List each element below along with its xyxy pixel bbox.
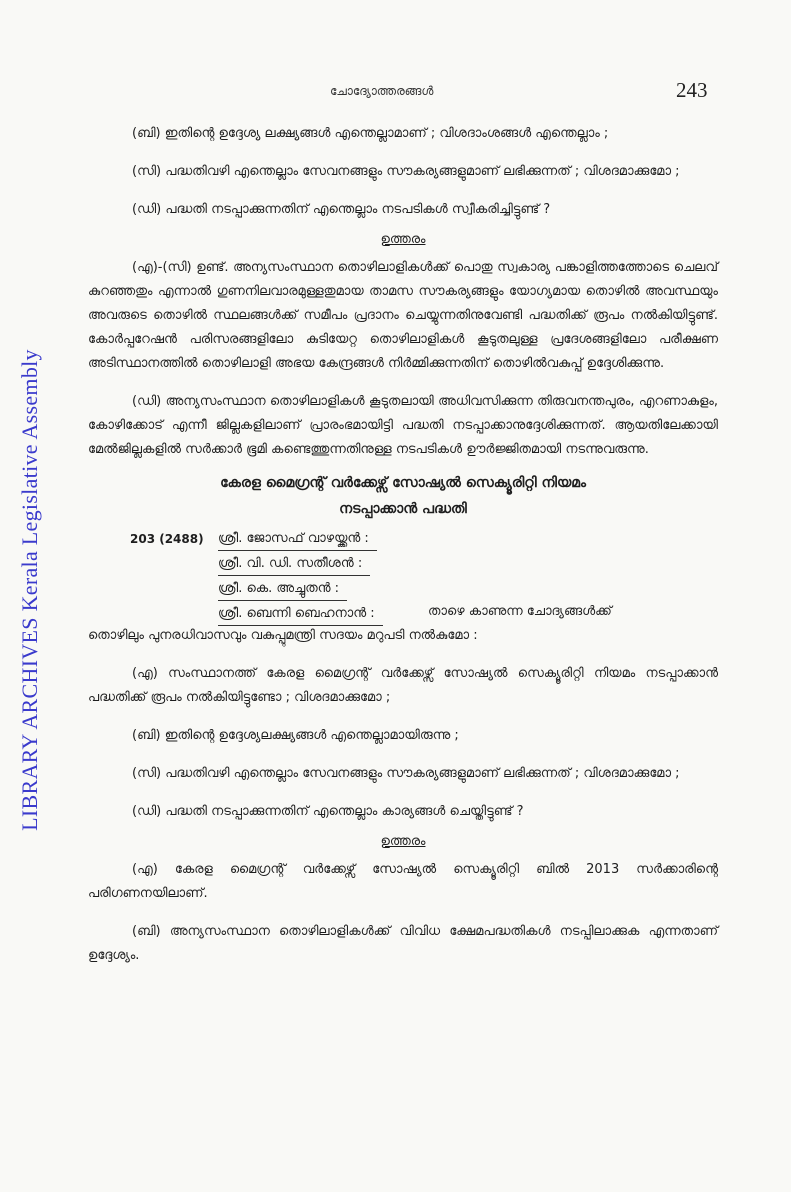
question-title [88, 470, 718, 522]
prev-answer-d: (ഡി) അന്യസംസ്ഥാന തൊഴിലാളികൾ കൂടുതലായി അധിവസിക്കുന്ന തിരുവനന്തപുരം, എറണാകുളം, കോഴിക്കോട് എന്നീ ജില്ലകളിലാണ് പ്രാരംഭമായിട്ടി പദ്ധതി നടപ്പാക്കാനുദ്ദേശിക്കുന്നത്. ആയതിലേക്കായി മേൽജില്ലകളിൽ സർക്കാർ ഭൂമി കണ്ടെത്തുന്നതിനുള്ള നടപടികൾ ഊർജ്ജിതമായി നടന്നുവരുന്നു. [88, 394, 718, 457]
answer-heading: ഉത്തരം [380, 834, 426, 849]
mla-name: ശ്രീ. ബെന്നി ബെഹനാൻ : [218, 603, 383, 626]
question-a: (എ) സംസ്ഥാനത്ത് കേരള മൈഗ്രന്റ് വർക്കേഴ്സ് സോഷ്യൽ സെക്യൂരിറ്റി നിയമം നടപ്പാക്കാൻ പദ്ധതിക്ക് രൂപം നൽകിയിട്ടുണ്ടോ ; വിശദമാക്കുമോ ; [88, 666, 718, 705]
answer-b: (ബി) അന്യസംസ്ഥാന തൊഴിലാളികൾക്ക് വിവിധ ക്ഷേമപദ്ധതികൾ നടപ്പിലാക്കുക എന്നതാണ് ഉദ്ദേശ്യം. [88, 924, 718, 963]
prev-question-c: (സി) പദ്ധതിവഴി എന്തെല്ലാം സേവനങ്ങളും സൗകര്യങ്ങളുമാണ് ലഭിക്കുന്നത് ; വിശദമാക്കുമോ ; [132, 164, 680, 179]
archive-stamp [0, 300, 60, 880]
question-b: (ബി) ഇതിന്റെ ഉദ്ദേശ്യലക്ഷ്യങ്ങൾ എന്തെല്ലാമായിരുന്നു ; [132, 728, 459, 743]
question-number: 203 (2488) [130, 532, 204, 546]
prev-answer-heading: ഉത്തരം [380, 232, 426, 247]
question-title-line2: നടപ്പാക്കാൻ പദ്ധതി [339, 501, 467, 517]
question-header [88, 528, 718, 624]
page-header [0, 78, 791, 114]
page-content [88, 122, 718, 968]
question-intro: താഴെ കാണുന്ന ചോദ്യങ്ങൾക്ക് [428, 604, 612, 619]
question-c: (സി) പദ്ധതിവഴി എന്തെല്ലാം സേവനങ്ങളും സൗകര്യങ്ങളുമാണ് ലഭിക്കുന്നത് ; വിശദമാക്കുമോ ; [132, 766, 680, 781]
prev-question-d: (ഡി) പദ്ധതി നടപ്പാക്കുന്നതിന് എന്തെല്ലാം നടപടികൾ സ്വീകരിച്ചിട്ടുണ്ട് ? [132, 202, 551, 217]
mla-list [218, 528, 383, 628]
page-number: 243 [676, 78, 708, 102]
archive-stamp-text: LIBRARY ARCHIVES Kerala Legislative Assembly [17, 349, 42, 831]
answer-a: (എ) കേരള മൈഗ്രന്റ് വർക്കേഴ്സ് സോഷ്യൽ സെക്യൂരിറ്റി ബിൽ 2013 സർക്കാരിന്റെ പരിഗണനയിലാണ്. [88, 862, 718, 901]
question-title-line1: കേരള മൈഗ്രന്റ് വർക്കേഴ്സ് സോഷ്യൽ സെക്യൂരിറ്റി നിയമം [220, 475, 586, 491]
mla-name: ശ്രീ. ജോസഫ് വാഴയ്ക്കൻ : [218, 528, 377, 551]
question-intro-continued: തൊഴിലും പുനരധിവാസവും വകുപ്പുമന്ത്രി സദയം മറുപടി നൽകുമോ : [88, 628, 478, 643]
question-d: (ഡി) പദ്ധതി നടപ്പാക്കുന്നതിന് എന്തെല്ലാം കാര്യങ്ങൾ ചെയ്തിട്ടുണ്ട് ? [132, 804, 524, 819]
prev-question-b: (ബി) ഇതിന്റെ ഉദ്ദേശ്യ ലക്ഷ്യങ്ങൾ എന്തെല്ലാമാണ് ; വിശദാംശങ്ങൾ എന്തെല്ലാം ; [132, 126, 609, 141]
prev-answer-a-c: (എ)-(സി) ഉണ്ട്. അന്യസംസ്ഥാന തൊഴിലാളികൾക്ക് പൊതു സ്വകാര്യ പങ്കാളിത്തത്തോടെ ചെലവ് കുറഞ്ഞതും എന്നാൽ ഗുണനിലവാരമുള്ളതുമായ താമസ സൗകര്യങ്ങളും യോഗ്യമായ തൊഴിൽ അവസ്ഥയും അവരുടെ തൊഴിൽ സ്ഥലങ്ങൾക്ക് സമീപം പ്രദാനം ചെയ്യുന്നതിനുവേണ്ടി പദ്ധതിക്ക് രൂപം നൽകിയിട്ടുണ്ട്. കോർപ്പറേഷൻ പരിസരങ്ങളിലോ കുടിയേറ്റ തൊഴിലാളികൾ കൂടുതലുള്ള പ്രദേശങ്ങളിലോ പരീക്ഷണ അടിസ്ഥാനത്തിൽ തൊഴിലാളി അഭയ കേന്ദ്രങ്ങൾ നിർമ്മിക്കുന്നതിന് തൊഴിൽവകുപ്പ് ഉദ്ദേശിക്കുന്നു. [88, 260, 718, 371]
running-title: ചോദ്യോത്തരങ്ങൾ [330, 84, 434, 98]
mla-name: ശ്രീ. വി. ഡി. സതീശൻ : [218, 553, 370, 576]
mla-name: ശ്രീ. കെ. അച്ചുതൻ : [218, 578, 347, 601]
